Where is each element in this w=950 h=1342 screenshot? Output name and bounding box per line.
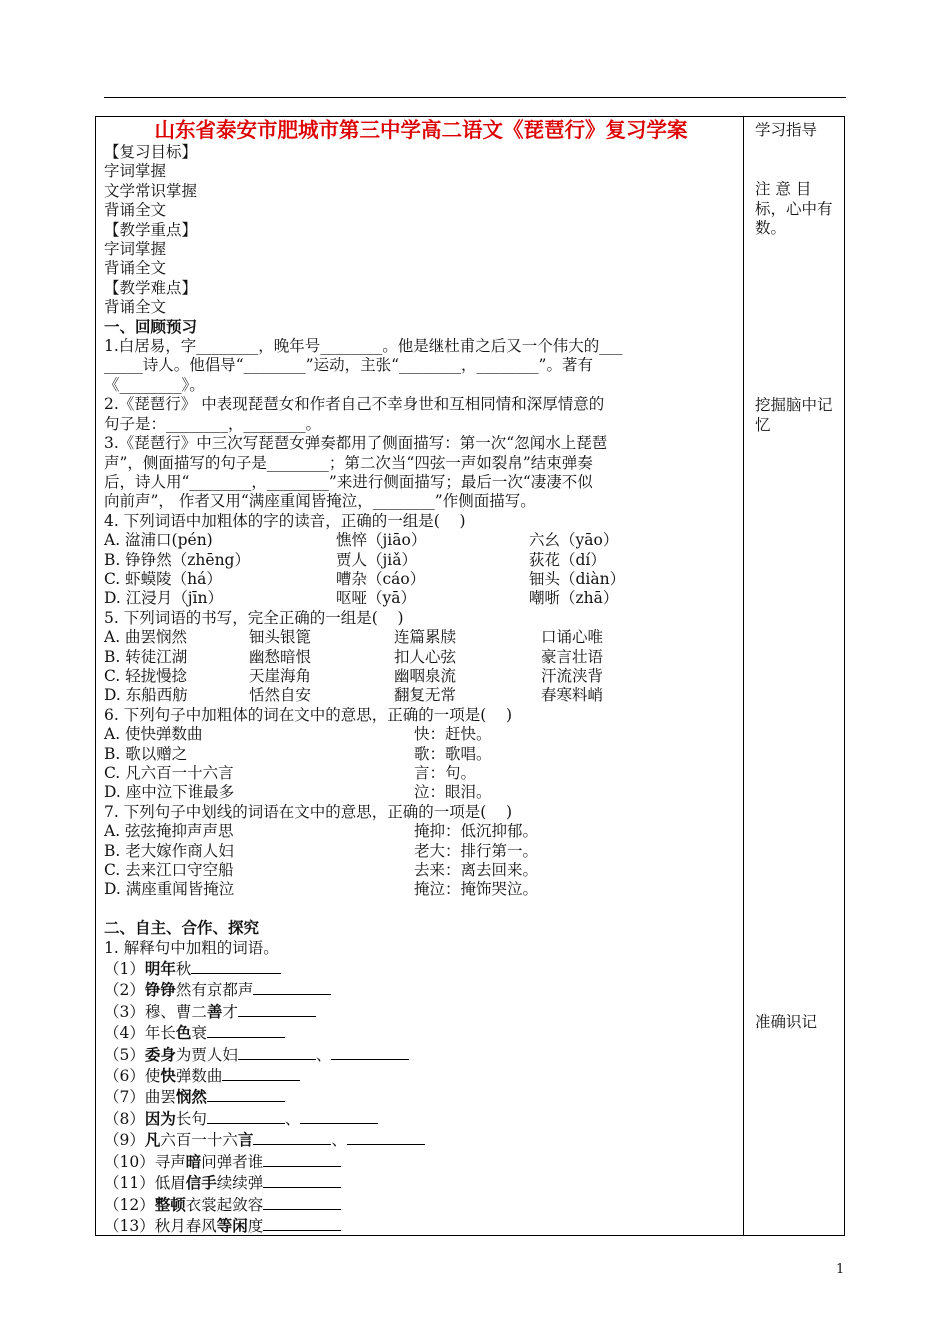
option-text: 钿头（diàn） [529,569,626,588]
option-text: B. 转徒江湖 [104,647,188,666]
section-explore-heading: 二、自主、合作、探究 [104,919,260,938]
option-text: 扣人心弦 [394,647,457,666]
goal-item: 背诵全文 [104,201,167,220]
q6-option-row [104,745,738,764]
option-text: C. 凡六百一十六言 [104,764,234,782]
option-text: 翻复无常 [394,686,457,705]
q7-option-row [104,861,738,880]
header-rule [104,97,846,98]
q5-option-row [104,648,738,667]
page-title: 山东省泰安市肥城市第三中学高二语文《琵琶行》复习学案 [154,118,688,142]
q7-option-row [104,880,738,899]
option-text: 嘈杂（cáo） [336,569,426,588]
goal-item: 文学常识掌握 [104,181,198,200]
option-text: 掩抑：低沉抑郁。 [414,822,539,841]
goal-item: 字词掌握 [104,162,167,181]
question-1-line: 《________》。 [104,375,205,394]
question-7-stem: 7. 下列句子中划线的词语在文中的意思，正确的一项是( ) [104,802,513,821]
option-text: 荻花（dí） [529,550,606,569]
q5-option-row [104,628,738,647]
question-3-line: 向前声”， 作者又用“满座重闻皆掩泣，________”作侧面描写。 [104,492,536,511]
q5-option-row [104,686,738,705]
option-text: 幽咽泉流 [394,666,457,685]
option-text: A. 曲罢悯然 [104,628,188,647]
question-8-stem: 1. 解释句中加粗的词语。 [104,938,279,957]
option-text: 恬然自安 [249,686,312,705]
q4-option-row [104,570,738,589]
option-text: 六幺（yāo） [529,531,619,550]
side-note-memory: 挖掘脑中记忆 [755,396,833,434]
question-3-line: 声”，侧面描写的句子是________；第二次当“四弦一声如裂帛”结束弹奏 [104,453,593,472]
q4-option-row [104,551,738,570]
option-text: 钿头银篦 [249,628,312,647]
vocab-item: （9）凡六百一十六言 、 [104,1129,738,1150]
q4-option-row [104,589,738,608]
option-text: 口诵心唯 [541,628,604,647]
section-review-heading: 一、回顾预习 [104,317,198,336]
option-text: 老大：排行第一。 [414,841,539,860]
option-text: C. 去来江口守空船 [104,861,234,880]
difficulty-item: 背诵全文 [104,298,167,317]
option-text: 掩泣：掩饰哭泣。 [414,880,539,899]
vocab-item: （11）低眉信手续续弹 [104,1172,738,1193]
option-text: A. 使快弹数曲 [104,725,203,744]
side-note-recall: 准确识记 [755,1013,818,1031]
option-text: D. 满座重闻皆掩泣 [104,880,235,899]
option-text: 快：赶快。 [414,725,492,744]
option-text: 呕哑（yā） [336,589,416,608]
option-text: D. 江浸月（jīn） [104,589,223,608]
column-divider [743,116,744,1236]
option-text: 豪言壮语 [541,647,604,666]
option-text: 言：句。 [414,764,477,782]
option-text: 泣：眼泪。 [414,783,492,802]
question-2-line: 2.《琵琶行》 中表现琵琶女和作者自己不幸身世和互相同情和深厚情意的 [104,395,605,414]
option-text: 嘲哳（zhā） [529,589,619,608]
question-1-line: _____诗人。他倡导“________”运动，主张“________，________”。著有 [104,356,593,375]
option-text: 春寒料峭 [541,686,604,705]
vocab-item: （13）秋月春风等闲度 [104,1215,738,1236]
goals-heading: 【复习目标】 [104,143,198,161]
side-note-guide: 学习指导 [755,121,818,139]
vocab-item: （5）委身为贾人妇 、 [104,1044,738,1065]
option-text: A. 弦弦掩抑声声思 [104,822,234,841]
question-6-stem: 6. 下列句子中加粗体的词在文中的意思，正确的一项是( ) [104,705,513,724]
question-1-line: 1.白居易，字________，晚年号________。他是继杜甫之后又一个伟大的___ [104,337,623,356]
option-text: B. 铮铮然（zhēng） [104,550,250,569]
difficulty-heading: 【教学难点】 [104,278,198,297]
option-text: B. 歌以赠之 [104,744,188,763]
q6-option-row [104,783,738,802]
option-text: B. 老大嫁作商人妇 [104,841,234,860]
key-item: 背诵全文 [104,259,167,278]
vocab-item: （1）明年秋 [104,958,738,979]
option-text: 天崖海角 [249,666,312,685]
page-number: 1 [836,1262,845,1277]
question-2-line: 句子是：________，________。 [104,414,322,433]
question-3-line: 3.《琵琶行》中三次写琵琶女弹奏都用了侧面描写：第一次“忽闻水上琵琶 [104,434,608,453]
q6-option-row [104,725,738,744]
vocab-item: （4）年长色衰 [104,1022,738,1043]
vocab-item: （7）曲罢悯然 [104,1086,738,1107]
vocab-item: （8）因为长句 、 [104,1108,738,1129]
option-text: 憔悴（jiāo） [336,531,427,550]
option-text: D. 座中泣下谁最多 [104,783,235,802]
vocab-item: （3）穆、曹二善才 [104,1001,738,1022]
side-note-goal: 注 意 目标，心中有数。 [755,180,833,237]
option-text: 歌：歌唱。 [414,744,492,763]
question-4-stem: 4. 下列词语中加粗体的字的读音，正确的一组是( ) [104,511,466,530]
option-text: 汗流浃背 [541,666,604,685]
option-text: 去来：离去回来。 [414,861,539,880]
q5-option-row [104,667,738,686]
vocab-item: （10）寻声暗问弹者谁 [104,1151,738,1172]
vocab-item: （6）使快弹数曲 [104,1065,738,1086]
q6-option-row [104,764,738,783]
vocab-item: （12）整顿衣裳起敛容 [104,1194,738,1215]
key-heading: 【教学重点】 [104,220,198,239]
option-text: D. 东船西舫 [104,686,188,705]
key-item: 字词掌握 [104,240,167,259]
option-text: A. 湓浦口(pén) [104,531,213,550]
option-text: 贾人（jiǎ） [336,550,418,569]
option-text: 幽愁暗恨 [249,647,312,666]
option-text: C. 轻拢慢捻 [104,666,188,685]
q4-option-row [104,531,738,550]
question-5-stem: 5. 下列词语的书写，完全正确的一组是( ) [104,608,404,627]
option-text: C. 虾蟆陵（há） [104,569,222,588]
vocab-item: （2）铮铮然有京都声 [104,979,738,1000]
q7-option-row [104,842,738,861]
option-text: 连篇累牍 [394,628,457,647]
main-column [104,117,738,1236]
question-3-line: 后，诗人用“________，________”来进行侧面描写；最后一次“凄凄不似 [104,472,593,491]
q7-option-row [104,822,738,841]
